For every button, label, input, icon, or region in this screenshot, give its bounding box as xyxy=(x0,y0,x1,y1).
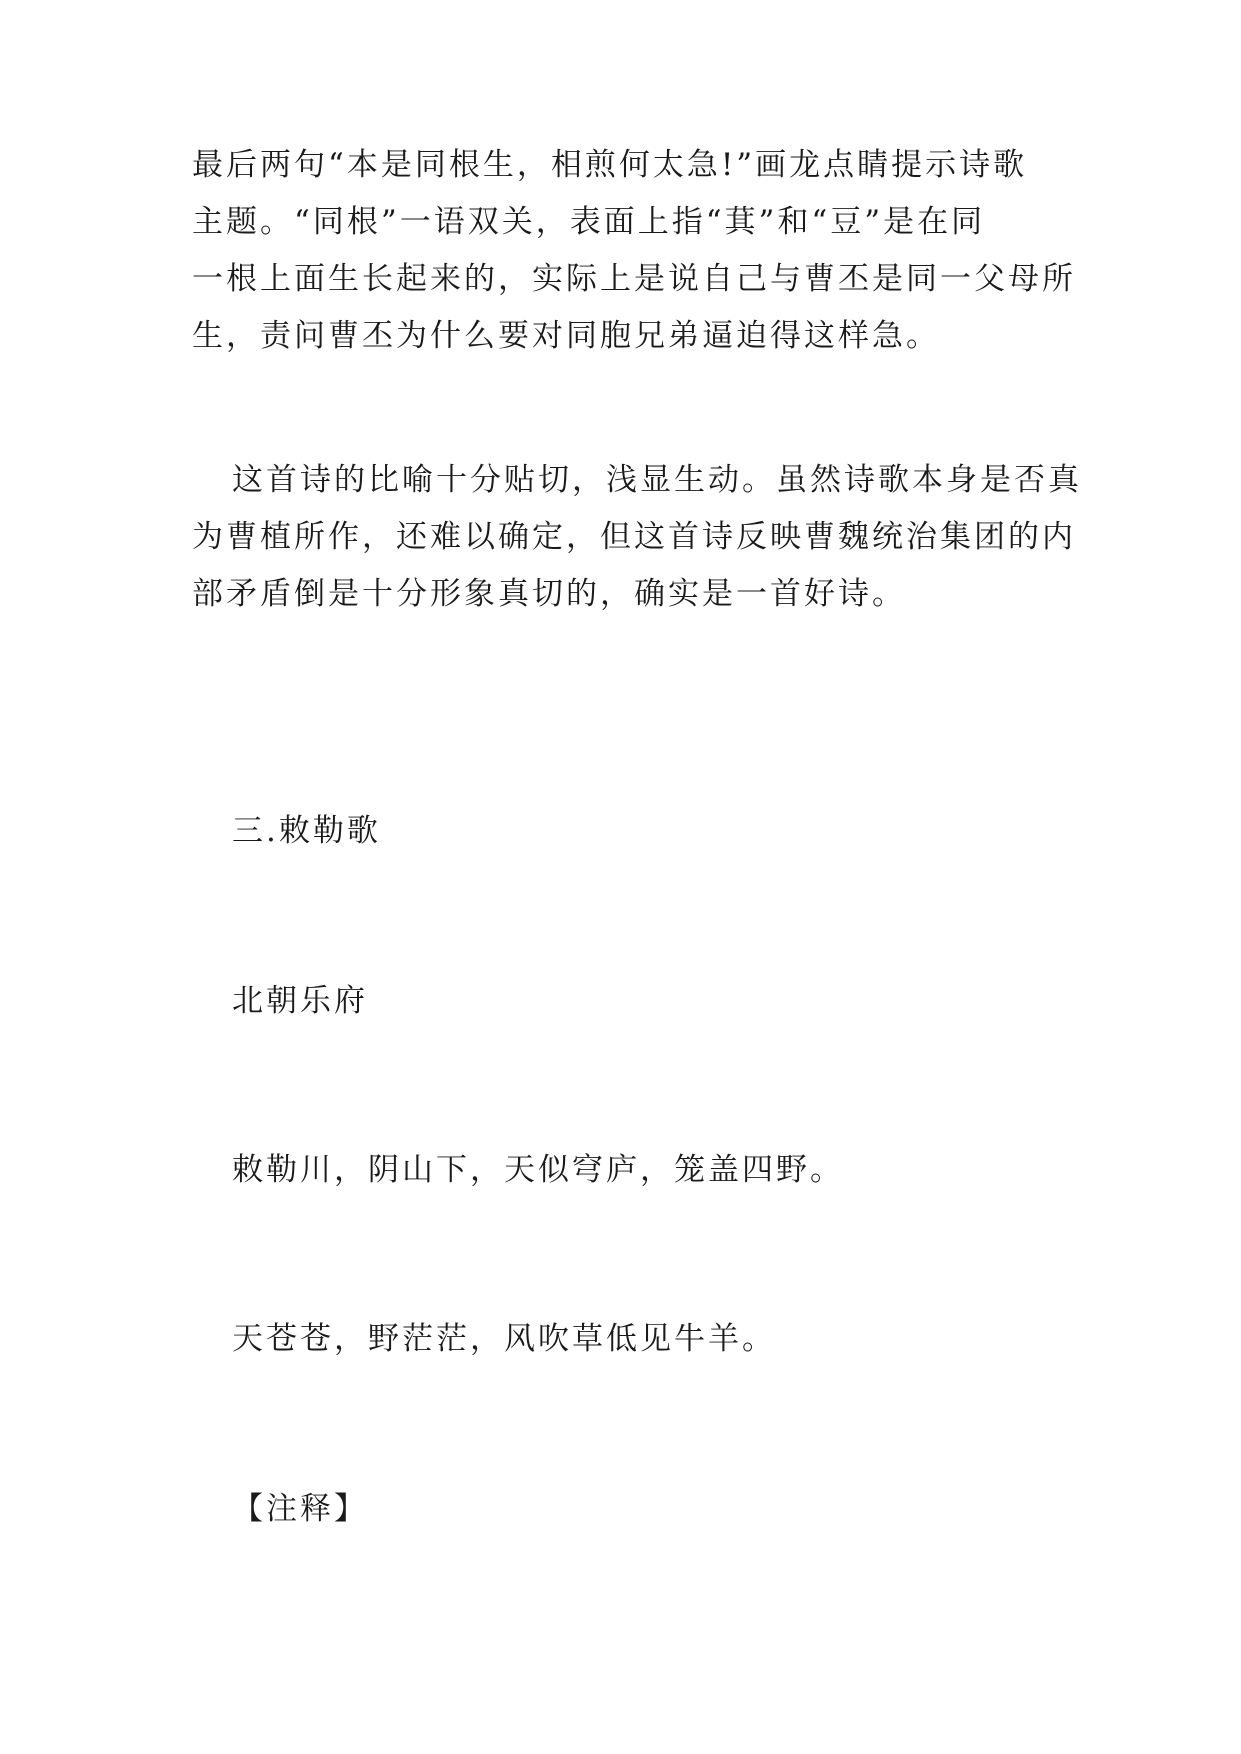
text-line: 一根上面生长起来的，实际上是说自己与曹丕是同一父母所 xyxy=(192,261,1076,297)
section-heading: 三.敕勒歌 xyxy=(232,813,381,849)
text-line: 主题。“同根”一语双关，表面上指“萁”和“豆”是在同 xyxy=(192,204,986,240)
poem-source: 北朝乐府 xyxy=(232,983,368,1019)
poem-line: 敕勒川，阴山下，天似穹庐，笼盖四野。 xyxy=(232,1152,844,1188)
text-line: 为曹植所作，还难以确定，但这首诗反映曹魏统治集团的内 xyxy=(192,519,1076,555)
poem-line: 天苍苍，野茫茫，风吹草低见牛羊。 xyxy=(232,1321,776,1357)
notes-heading: 【注释】 xyxy=(232,1491,368,1527)
text-line: 部矛盾倒是十分形象真切的，确实是一首好诗。 xyxy=(192,576,906,612)
paragraph-evaluation xyxy=(192,452,1082,623)
text-line: 这首诗的比喻十分贴切，浅显生动。虽然诗歌本身是否真 xyxy=(232,462,1082,498)
paragraph-analysis-ending xyxy=(192,137,1076,365)
text-line: 生，责问曹丕为什么要对同胞兄弟逼迫得这样急。 xyxy=(192,318,940,354)
text-line: 最后两句“本是同根生，相煎何太急!”画龙点睛提示诗歌 xyxy=(192,147,1028,183)
